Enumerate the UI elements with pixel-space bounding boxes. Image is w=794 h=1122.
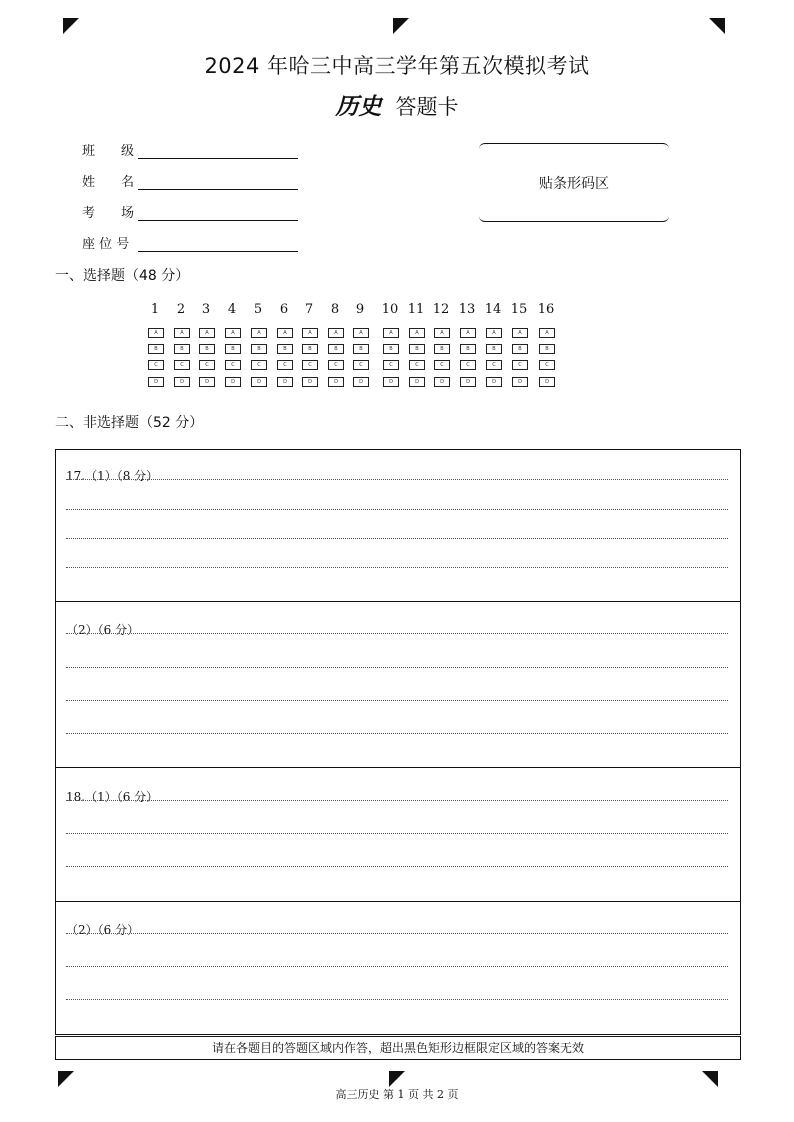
question-number: 10 xyxy=(381,302,399,317)
answer-bubble-13-d[interactable]: D xyxy=(460,377,476,387)
answer-bubble-2-a[interactable]: A xyxy=(174,328,190,338)
answer-line[interactable] xyxy=(66,509,728,510)
answer-bubble-14-c[interactable]: C xyxy=(486,360,502,370)
answer-bubble-16-c[interactable]: C xyxy=(539,360,555,370)
answer-area[interactable] xyxy=(55,449,741,1035)
alignment-mark-top-center xyxy=(393,18,409,34)
answer-bubble-1-c[interactable]: C xyxy=(148,360,164,370)
answer-bubble-8-a[interactable]: A xyxy=(328,328,344,338)
answer-bubble-2-b[interactable]: B xyxy=(174,344,190,354)
answer-bubble-12-a[interactable]: A xyxy=(434,328,450,338)
question-number: 9 xyxy=(355,302,365,317)
answer-bubble-8-b[interactable]: B xyxy=(328,344,344,354)
answer-bubble-5-c[interactable]: C xyxy=(251,360,267,370)
alignment-mark-top-right xyxy=(709,18,725,34)
answer-bubble-11-d[interactable]: D xyxy=(409,377,425,387)
answer-bubble-8-d[interactable]: D xyxy=(328,377,344,387)
answer-bubble-12-b[interactable]: B xyxy=(434,344,450,354)
alignment-mark-bottom-right xyxy=(702,1071,718,1087)
subject-name: 历史 xyxy=(335,93,382,120)
answer-bubble-4-c[interactable]: C xyxy=(225,360,241,370)
answer-bubble-6-b[interactable]: B xyxy=(277,344,293,354)
answer-bubble-4-d[interactable]: D xyxy=(225,377,241,387)
answer-bubble-3-c[interactable]: C xyxy=(199,360,215,370)
answer-bubble-15-b[interactable]: B xyxy=(512,344,528,354)
answer-bubble-16-a[interactable]: A xyxy=(539,328,555,338)
info-label: 姓 名 xyxy=(82,175,135,190)
answer-bubble-4-b[interactable]: B xyxy=(225,344,241,354)
answer-bubble-7-a[interactable]: A xyxy=(302,328,318,338)
answer-bubble-14-d[interactable]: D xyxy=(486,377,502,387)
answer-bubble-15-c[interactable]: C xyxy=(512,360,528,370)
alignment-mark-bottom-center xyxy=(389,1071,405,1087)
answer-line[interactable] xyxy=(66,966,728,967)
question-number: 12 xyxy=(432,302,450,317)
question-number: 15 xyxy=(510,302,528,317)
answer-bubble-6-c[interactable]: C xyxy=(277,360,293,370)
answer-line[interactable] xyxy=(66,479,728,480)
question-number: 13 xyxy=(458,302,476,317)
card-label: 答题卡 xyxy=(395,95,459,119)
divider xyxy=(56,767,740,768)
answer-line[interactable] xyxy=(66,800,728,801)
answer-line[interactable] xyxy=(66,833,728,834)
answer-bubble-6-a[interactable]: A xyxy=(277,328,293,338)
question-number: 4 xyxy=(227,302,237,317)
alignment-mark-bottom-left xyxy=(58,1071,74,1087)
question-number: 8 xyxy=(330,302,340,317)
answer-bubble-15-d[interactable]: D xyxy=(512,377,528,387)
answer-bubble-14-a[interactable]: A xyxy=(486,328,502,338)
question-number: 2 xyxy=(176,302,186,317)
answer-bubble-13-c[interactable]: C xyxy=(460,360,476,370)
answer-line[interactable] xyxy=(66,933,728,934)
answer-bubble-8-c[interactable]: C xyxy=(328,360,344,370)
answer-bubble-3-d[interactable]: D xyxy=(199,377,215,387)
answer-bubble-15-a[interactable]: A xyxy=(512,328,528,338)
answer-line[interactable] xyxy=(66,667,728,668)
card-subtitle xyxy=(0,88,794,121)
question-number: 14 xyxy=(484,302,502,317)
answer-bubble-9-b[interactable]: B xyxy=(353,344,369,354)
answer-bubble-5-d[interactable]: D xyxy=(251,377,267,387)
info-label: 班 级 xyxy=(82,144,135,159)
answer-bubble-13-b[interactable]: B xyxy=(460,344,476,354)
info-field-exam-room[interactable] xyxy=(82,202,298,221)
answer-line[interactable] xyxy=(66,700,728,701)
answer-bubble-9-a[interactable]: A xyxy=(353,328,369,338)
question-number: 1 xyxy=(150,302,160,317)
answer-bubble-10-c[interactable]: C xyxy=(383,360,399,370)
info-field-seat-number[interactable] xyxy=(82,233,298,252)
answer-bubble-12-c[interactable]: C xyxy=(434,360,450,370)
answer-line[interactable] xyxy=(66,633,728,634)
answer-bubble-13-a[interactable]: A xyxy=(460,328,476,338)
answer-bubble-1-b[interactable]: B xyxy=(148,344,164,354)
answer-bubble-1-d[interactable]: D xyxy=(148,377,164,387)
info-label: 考 场 xyxy=(82,206,135,221)
question-18-1-label: 18.（1）（6 分） xyxy=(66,790,159,804)
question-number: 6 xyxy=(279,302,289,317)
barcode-area-label: 贴条形码区 xyxy=(539,175,609,192)
answer-bubble-16-d[interactable]: D xyxy=(539,377,555,387)
barcode-area xyxy=(479,143,669,222)
exam-title: 2024 年哈三中高三学年第五次模拟考试 xyxy=(204,54,590,78)
info-blank[interactable] xyxy=(138,175,298,190)
answer-bubble-10-b[interactable]: B xyxy=(383,344,399,354)
answer-bubble-6-d[interactable]: D xyxy=(277,377,293,387)
answer-bubble-10-d[interactable]: D xyxy=(383,377,399,387)
section-multiple-choice-title: 一、选择题（48 分） xyxy=(55,268,190,284)
answer-bubble-5-b[interactable]: B xyxy=(251,344,267,354)
answer-bubble-7-d[interactable]: D xyxy=(302,377,318,387)
divider xyxy=(56,901,740,902)
question-number: 7 xyxy=(304,302,314,317)
info-blank[interactable] xyxy=(138,144,298,159)
answer-area-notice: 请在各题目的答题区域内作答，超出黑色矩形边框限定区域的答案无效 xyxy=(55,1036,741,1060)
question-number: 16 xyxy=(537,302,555,317)
answer-line[interactable] xyxy=(66,733,728,734)
info-field-class[interactable] xyxy=(82,140,298,159)
answer-line[interactable] xyxy=(66,866,728,867)
answer-bubble-3-a[interactable]: A xyxy=(199,328,215,338)
section-free-response-title: 二、非选择题（52 分） xyxy=(55,415,204,431)
answer-bubble-10-a[interactable]: A xyxy=(383,328,399,338)
answer-bubble-1-a[interactable]: A xyxy=(148,328,164,338)
question-17-1-label: 17.（1）（8 分） xyxy=(66,469,159,483)
info-label: 座 位 号 xyxy=(82,237,130,252)
answer-bubble-16-b[interactable]: B xyxy=(539,344,555,354)
question-18-2-label: （2）（6 分） xyxy=(66,923,140,937)
answer-line[interactable] xyxy=(66,538,728,539)
answer-bubble-4-a[interactable]: A xyxy=(225,328,241,338)
divider xyxy=(56,601,740,602)
alignment-mark-top-left xyxy=(63,18,79,34)
answer-bubble-9-c[interactable]: C xyxy=(353,360,369,370)
page-footer: 高三历史 第 1 页 共 2 页 xyxy=(335,1088,459,1101)
answer-bubble-2-d[interactable]: D xyxy=(174,377,190,387)
question-17-2-label: （2）（6 分） xyxy=(66,623,140,637)
answer-line[interactable] xyxy=(66,999,728,1000)
answer-bubble-11-c[interactable]: C xyxy=(409,360,425,370)
answer-bubble-12-d[interactable]: D xyxy=(434,377,450,387)
answer-bubble-11-a[interactable]: A xyxy=(409,328,425,338)
answer-line[interactable] xyxy=(66,567,728,568)
answer-bubble-7-c[interactable]: C xyxy=(302,360,318,370)
answer-bubble-2-c[interactable]: C xyxy=(174,360,190,370)
answer-bubble-3-b[interactable]: B xyxy=(199,344,215,354)
answer-bubble-5-a[interactable]: A xyxy=(251,328,267,338)
question-number: 5 xyxy=(253,302,263,317)
answer-bubble-9-d[interactable]: D xyxy=(353,377,369,387)
info-blank[interactable] xyxy=(138,237,298,252)
question-number: 3 xyxy=(201,302,211,317)
answer-bubble-11-b[interactable]: B xyxy=(409,344,425,354)
info-blank[interactable] xyxy=(138,206,298,221)
info-field-name[interactable] xyxy=(82,171,298,190)
answer-bubble-14-b[interactable]: B xyxy=(486,344,502,354)
answer-bubble-7-b[interactable]: B xyxy=(302,344,318,354)
question-number: 11 xyxy=(407,302,425,317)
